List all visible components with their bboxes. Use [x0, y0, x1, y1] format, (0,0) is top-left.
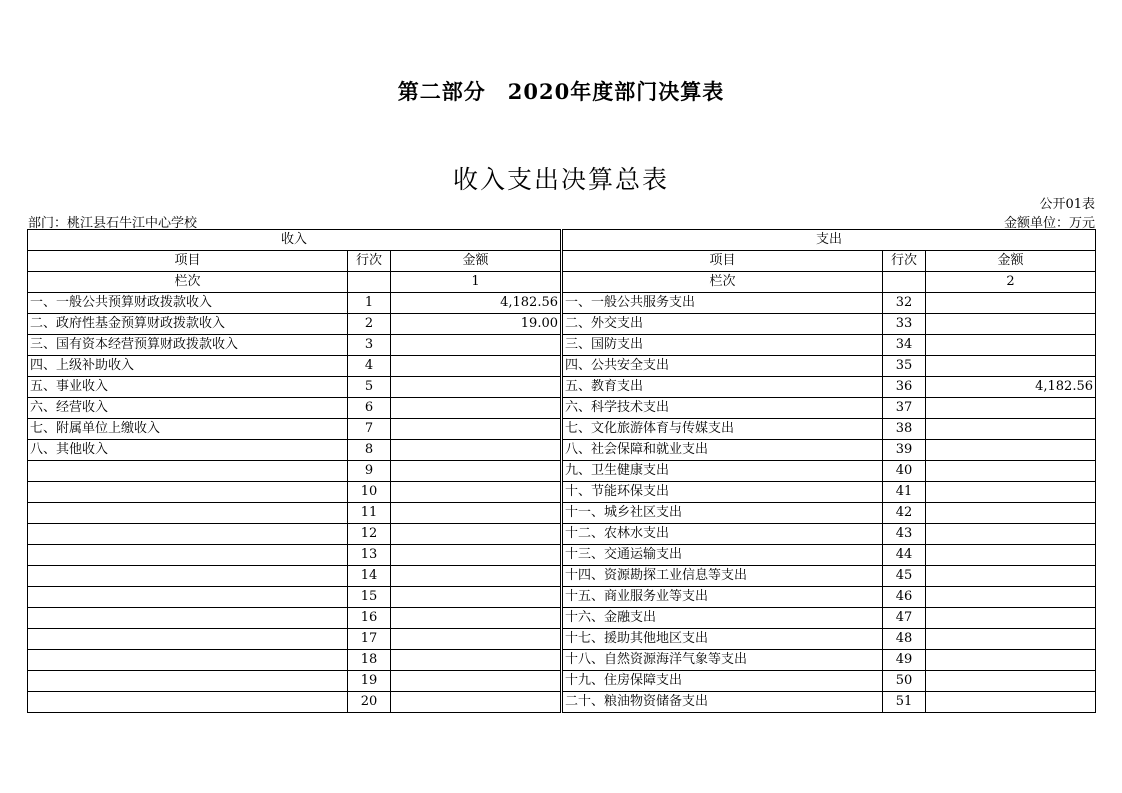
- income-item-cell: 五、事业收入: [28, 377, 348, 398]
- income-item-cell: [28, 566, 348, 587]
- income-line-cell: 10: [348, 482, 391, 503]
- expense-amount-cell: [926, 482, 1096, 503]
- income-line-cell: 11: [348, 503, 391, 524]
- table-row: [28, 545, 1096, 566]
- income-amount-cell: [391, 566, 561, 587]
- income-line-cell: 13: [348, 545, 391, 566]
- income-amount-cell: [391, 629, 561, 650]
- income-item-cell: [28, 461, 348, 482]
- income-line-cell: 5: [348, 377, 391, 398]
- expense-item-cell: 四、公共安全支出: [563, 356, 883, 377]
- expense-amount-cell: [926, 671, 1096, 692]
- department-label: 部门：桃江县石牛江中心学校: [28, 216, 198, 231]
- table-row: [28, 398, 1096, 419]
- expense-item-cell: 十八、自然资源海洋气象等支出: [563, 650, 883, 671]
- income-item-cell: [28, 629, 348, 650]
- expense-amount-cell: [926, 650, 1096, 671]
- income-line-cell: 12: [348, 524, 391, 545]
- expense-amount-cell: [926, 587, 1096, 608]
- expense-amount-cell: [926, 545, 1096, 566]
- expense-amount-cell: 4,182.56: [926, 377, 1096, 398]
- expense-item-cell: 九、卫生健康支出: [563, 461, 883, 482]
- income-item-cell: [28, 545, 348, 566]
- expense-item-cell: 十二、农林水支出: [563, 524, 883, 545]
- expense-amount-cell: [926, 608, 1096, 629]
- table-row: [28, 629, 1096, 650]
- expense-line-cell: 45: [883, 566, 926, 587]
- section-header-row: [28, 230, 1096, 251]
- expense-line-cell: 49: [883, 650, 926, 671]
- table-row: [28, 482, 1096, 503]
- table-row: [28, 314, 1096, 335]
- table-row: [28, 671, 1096, 692]
- form-number: 公开01表: [1039, 197, 1095, 212]
- expense-line-cell: 43: [883, 524, 926, 545]
- expense-amount-cell: [926, 335, 1096, 356]
- income-amount-cell: [391, 356, 561, 377]
- expense-line-cell: 40: [883, 461, 926, 482]
- expense-amount-cell: [926, 314, 1096, 335]
- expense-line-cell: 47: [883, 608, 926, 629]
- expense-amount-cell: [926, 524, 1096, 545]
- income-amount-cell: [391, 692, 561, 713]
- expense-line-cell: 35: [883, 356, 926, 377]
- table-row: [28, 587, 1096, 608]
- income-item-cell: [28, 587, 348, 608]
- expense-index-label: 栏次: [563, 272, 883, 293]
- expense-amount-cell: [926, 356, 1096, 377]
- expense-item-cell: 十五、商业服务业等支出: [563, 587, 883, 608]
- expense-amount-cell: [926, 629, 1096, 650]
- income-item-cell: [28, 503, 348, 524]
- expense-amount-header: 金额: [926, 251, 1096, 272]
- expense-item-cell: 一、一般公共服务支出: [563, 293, 883, 314]
- expense-item-cell: 十七、援助其他地区支出: [563, 629, 883, 650]
- expense-line-cell: 44: [883, 545, 926, 566]
- income-item-cell: 八、其他收入: [28, 440, 348, 461]
- income-line-cell: 20: [348, 692, 391, 713]
- expense-section-header: 支出: [563, 230, 1096, 251]
- expense-item-cell: 十三、交通运输支出: [563, 545, 883, 566]
- column-header-row: [28, 251, 1096, 272]
- income-item-cell: 四、上级补助收入: [28, 356, 348, 377]
- income-amount-cell: [391, 503, 561, 524]
- income-amount-cell: [391, 650, 561, 671]
- income-item-cell: [28, 692, 348, 713]
- expense-item-cell: 十六、金融支出: [563, 608, 883, 629]
- expense-item-cell: 八、社会保障和就业支出: [563, 440, 883, 461]
- income-line-cell: 14: [348, 566, 391, 587]
- income-line-cell: 6: [348, 398, 391, 419]
- income-line-cell: 7: [348, 419, 391, 440]
- income-item-cell: [28, 650, 348, 671]
- part-title: 第二部分 2020年度部门决算表: [397, 79, 725, 104]
- table-row: [28, 566, 1096, 587]
- expense-amount-cell: [926, 398, 1096, 419]
- income-line-cell: 19: [348, 671, 391, 692]
- expense-item-cell: 二十、粮油物资储备支出: [563, 692, 883, 713]
- expense-line-cell: 39: [883, 440, 926, 461]
- income-item-cell: [28, 482, 348, 503]
- expense-item-cell: 五、教育支出: [563, 377, 883, 398]
- income-line-cell: 18: [348, 650, 391, 671]
- income-amount-header: 金额: [391, 251, 561, 272]
- amount-unit-label: 金额单位：万元: [1003, 216, 1095, 231]
- table-row: [28, 608, 1096, 629]
- income-item-cell: 七、附属单位上缴收入: [28, 419, 348, 440]
- table-row: [28, 335, 1096, 356]
- expense-index-number: 2: [926, 272, 1096, 293]
- table-row: [28, 419, 1096, 440]
- income-item-cell: [28, 671, 348, 692]
- income-line-cell: 8: [348, 440, 391, 461]
- expense-amount-cell: [926, 419, 1096, 440]
- table-row: [28, 503, 1096, 524]
- expense-item-cell: 七、文化旅游体育与传媒支出: [563, 419, 883, 440]
- income-index-label: 栏次: [28, 272, 348, 293]
- expense-amount-cell: [926, 692, 1096, 713]
- expense-line-cell: 42: [883, 503, 926, 524]
- income-amount-cell: [391, 377, 561, 398]
- income-item-header: 项目: [28, 251, 348, 272]
- income-item-cell: 三、国有资本经营预算财政拨款收入: [28, 335, 348, 356]
- income-index-number: 1: [391, 272, 561, 293]
- income-line-header: 行次: [348, 251, 391, 272]
- expense-item-cell: 十四、资源勘探工业信息等支出: [563, 566, 883, 587]
- income-line-cell: 17: [348, 629, 391, 650]
- income-line-cell: 16: [348, 608, 391, 629]
- expense-line-cell: 51: [883, 692, 926, 713]
- income-expense-table: [27, 229, 1096, 713]
- expense-line-cell: 50: [883, 671, 926, 692]
- income-amount-cell: 4,182.56: [391, 293, 561, 314]
- income-amount-cell: [391, 671, 561, 692]
- income-amount-cell: [391, 524, 561, 545]
- table-row: [28, 356, 1096, 377]
- expense-line-cell: 36: [883, 377, 926, 398]
- table-row: [28, 293, 1096, 314]
- income-amount-cell: [391, 608, 561, 629]
- expense-item-header: 项目: [563, 251, 883, 272]
- income-item-cell: [28, 608, 348, 629]
- expense-amount-cell: [926, 440, 1096, 461]
- column-index-row: [28, 272, 1096, 293]
- expense-amount-cell: [926, 293, 1096, 314]
- income-index-line: [348, 272, 391, 293]
- income-line-cell: 2: [348, 314, 391, 335]
- income-amount-cell: [391, 461, 561, 482]
- expense-item-cell: 二、外交支出: [563, 314, 883, 335]
- table-title: 收入支出决算总表: [452, 165, 669, 194]
- income-amount-cell: 19.00: [391, 314, 561, 335]
- table-row: [28, 377, 1096, 398]
- income-amount-cell: [391, 419, 561, 440]
- income-line-cell: 4: [348, 356, 391, 377]
- table-row: [28, 440, 1096, 461]
- expense-line-cell: 32: [883, 293, 926, 314]
- expense-amount-cell: [926, 566, 1096, 587]
- income-amount-cell: [391, 587, 561, 608]
- expense-line-cell: 48: [883, 629, 926, 650]
- income-amount-cell: [391, 440, 561, 461]
- expense-line-header: 行次: [883, 251, 926, 272]
- income-item-cell: 一、一般公共预算财政拨款收入: [28, 293, 348, 314]
- expense-amount-cell: [926, 503, 1096, 524]
- income-line-cell: 15: [348, 587, 391, 608]
- expense-line-cell: 41: [883, 482, 926, 503]
- income-amount-cell: [391, 398, 561, 419]
- expense-item-cell: 十九、住房保障支出: [563, 671, 883, 692]
- expense-index-line: [883, 272, 926, 293]
- table-row: [28, 524, 1096, 545]
- table-row: [28, 461, 1096, 482]
- expense-item-cell: 十、节能环保支出: [563, 482, 883, 503]
- expense-line-cell: 46: [883, 587, 926, 608]
- expense-line-cell: 38: [883, 419, 926, 440]
- expense-item-cell: 三、国防支出: [563, 335, 883, 356]
- income-item-cell: [28, 524, 348, 545]
- income-item-cell: 二、政府性基金预算财政拨款收入: [28, 314, 348, 335]
- income-amount-cell: [391, 482, 561, 503]
- income-amount-cell: [391, 545, 561, 566]
- income-line-cell: 3: [348, 335, 391, 356]
- expense-line-cell: 37: [883, 398, 926, 419]
- table-row: [28, 692, 1096, 713]
- expense-amount-cell: [926, 461, 1096, 482]
- income-amount-cell: [391, 335, 561, 356]
- expense-line-cell: 33: [883, 314, 926, 335]
- expense-item-cell: 六、科学技术支出: [563, 398, 883, 419]
- income-item-cell: 六、经营收入: [28, 398, 348, 419]
- income-line-cell: 1: [348, 293, 391, 314]
- table-row: [28, 650, 1096, 671]
- expense-item-cell: 十一、城乡社区支出: [563, 503, 883, 524]
- expense-line-cell: 34: [883, 335, 926, 356]
- income-line-cell: 9: [348, 461, 391, 482]
- income-section-header: 收入: [28, 230, 561, 251]
